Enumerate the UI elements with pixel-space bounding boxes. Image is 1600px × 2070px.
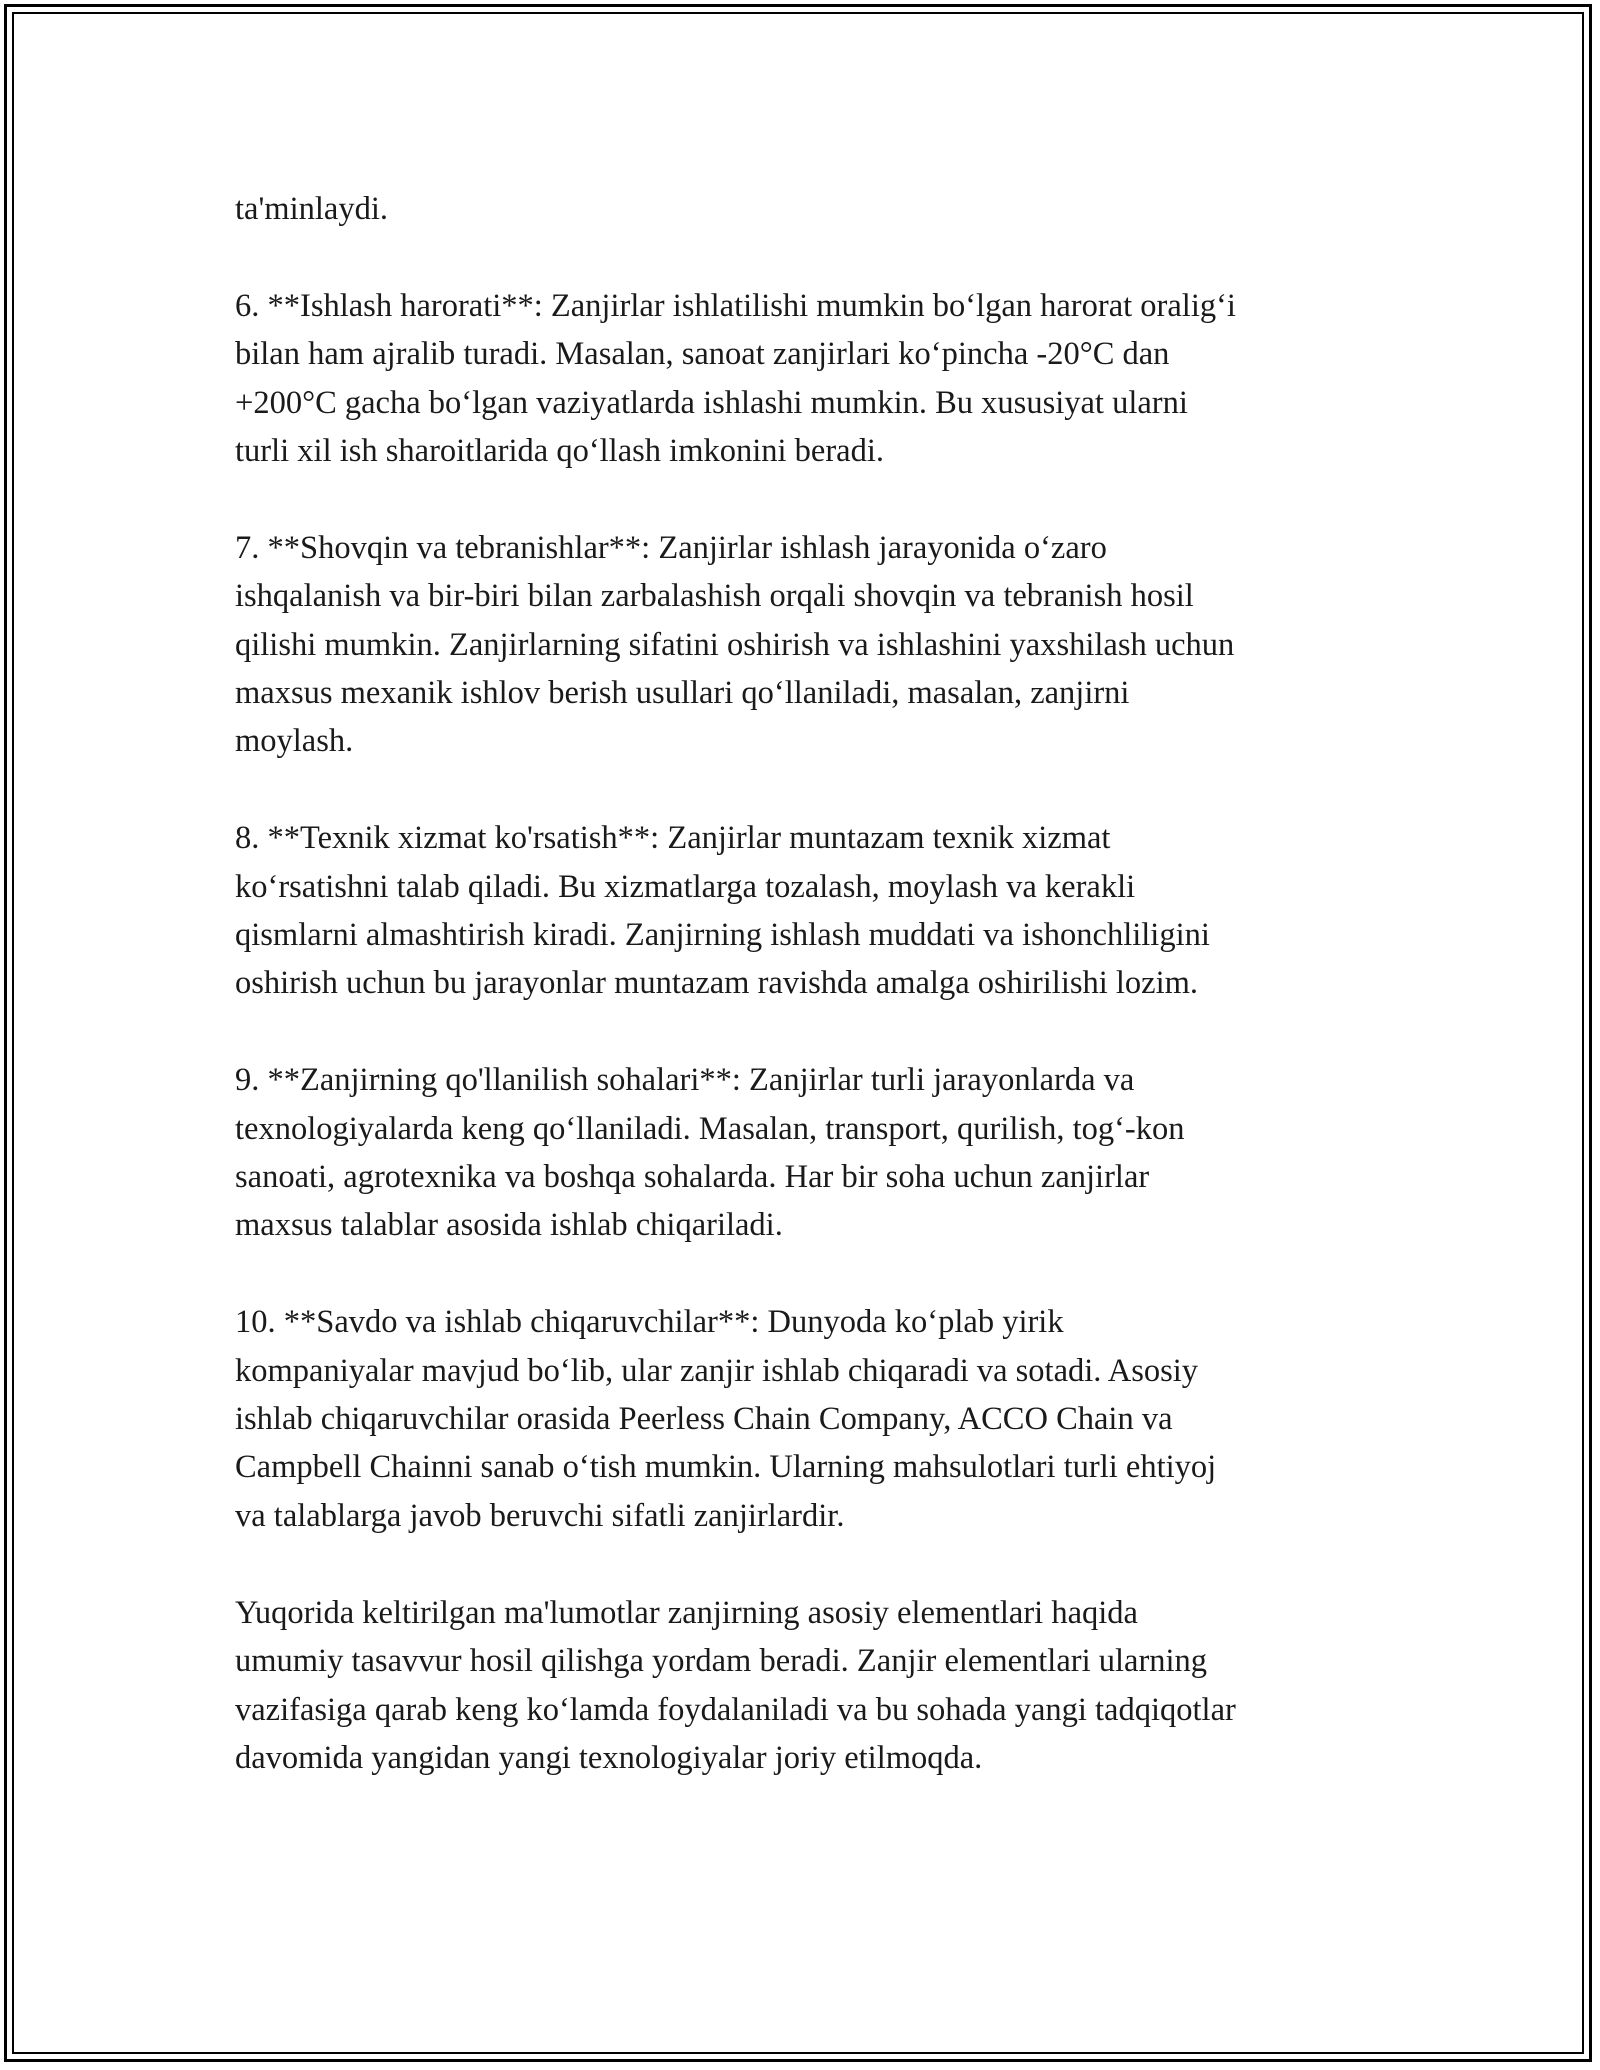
paragraph-item-7: 7. **Shovqin va tebranishlar**: Zanjirlar ishlash jarayonida o‘zaro ishqalanish va bir-biri bilan zarbalashish orqali shovqin va tebranish hosil qilishi mumkin. Zanjirlarning sifatini oshirish va ishlashini yaxshilash uchun maxsus mexanik ishlov berish usullari qo‘llaniladi, masalan, zanjirni moylash. <box>235 529 1235 760</box>
paragraph-item-10: 10. **Savdo va ishlab chiqaruvchilar**: Dunyoda ko‘plab yirik kompaniyalar mavjud bo‘lib, ular zanjir ishlab chiqaradi va sotadi. Asosiy ishlab chiqaruvchilar orasida Peerless Chain Company, ACCO Chain va Campbell Chainni sanab o‘tish mumkin. Ularning mahsulotlari turli ehtiyoj va talablarga javob beruvchi sifatli zanjirlardir. <box>235 1304 1217 1534</box>
document-body <box>235 185 1385 1782</box>
paragraph-item-9: 9. **Zanjirning qo'llanilish sohalari**: Zanjirlar turli jarayonlarda va texnologiyalarda keng qo‘llaniladi. Masalan, transport, qurilish, tog‘-kon sanoati, agrotexnika va boshqa sohalarda. Har bir soha uchun zanjirlar maxsus talablar asosida ishlab chiqariladi. <box>235 1062 1185 1244</box>
paragraph-conclusion: Yuqorida keltirilgan ma'lumotlar zanjirning asosiy elementlari haqida umumiy tasavvur hosil qilishga yordam beradi. Zanjir elementlari ularning vazifasiga qarab keng ko‘lamda foydalaniladi va bu sohada yangi tadqiqotlar davomida yangidan yangi texnologiyalar joriy etilmoqda. <box>235 1594 1236 1776</box>
paragraph-item-8: 8. **Texnik xizmat ko'rsatish**: Zanjirlar muntazam texnik xizmat ko‘rsatishni talab qiladi. Bu xizmatlarga tozalash, moylash va kerakli qismlarni almashtirish kiradi. Zanjirning ishlash muddati va ishonchliligini oshirish uchun bu jarayonlar muntazam ravishda amalga oshirilishi lozim. <box>235 820 1210 1002</box>
paragraph-continuation: ta'minlaydi. <box>235 191 388 227</box>
paragraph-item-6: 6. **Ishlash harorati**: Zanjirlar ishlatilishi mumkin bo‘lgan harorat oralig‘i bilan ham ajralib turadi. Masalan, sanoat zanjirlari ko‘pincha -20°C dan +200°C gacha bo‘lgan vaziyatlarda ishlashi mumkin. Bu xususiyat ularni turli xil ish sharoitlarida qo‘llash imkonini beradi. <box>235 287 1236 470</box>
